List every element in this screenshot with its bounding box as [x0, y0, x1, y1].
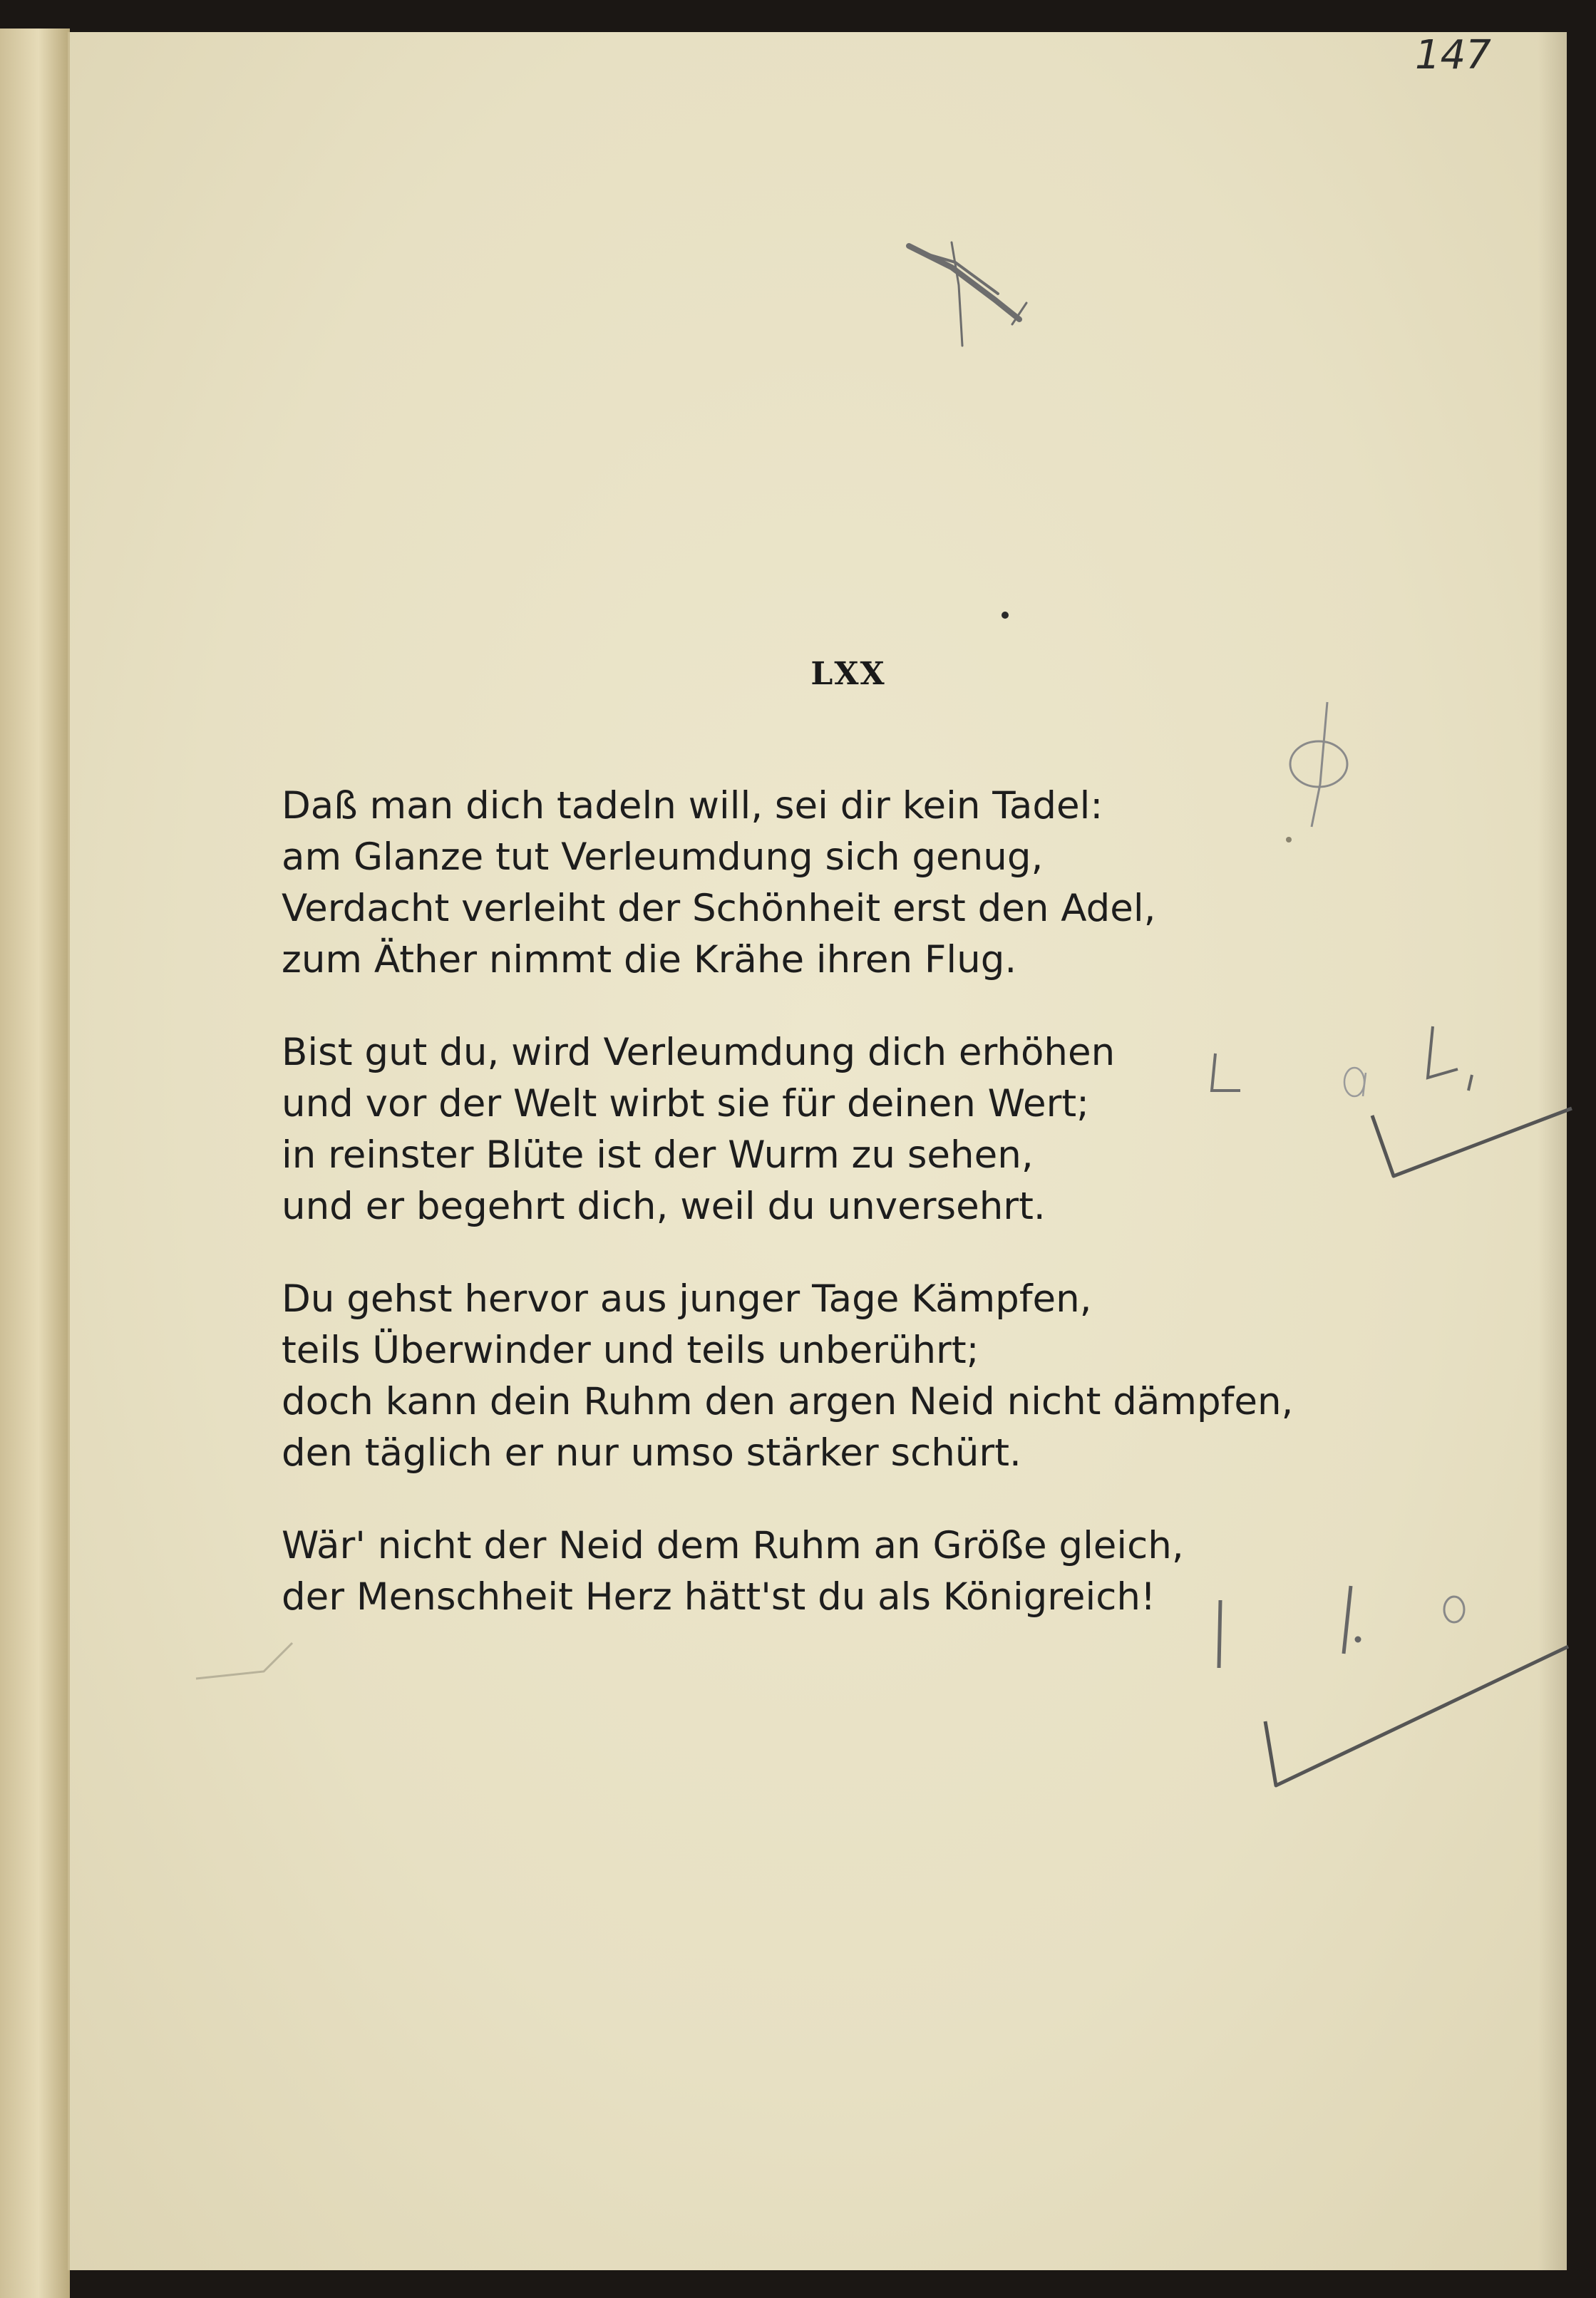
poem-line: und vor der Welt wirbt sie für deinen Wert; — [282, 1082, 1090, 1125]
pencil-smudge — [196, 1643, 292, 1679]
poem-line: der Menschheit Herz hätt'st du als Königreich! — [282, 1575, 1156, 1619]
poem-line: am Glanze tut Verleumdung sich genug, — [282, 835, 1044, 879]
page-number: 147 — [1415, 32, 1491, 78]
poem-title: LXX — [810, 656, 886, 692]
pencil-phi-symbol — [1290, 702, 1347, 827]
pencil-l-mark — [1212, 1053, 1240, 1091]
ink-dot — [1002, 612, 1009, 619]
pencil-check-mark — [1372, 1108, 1572, 1176]
poem-line: zum Äther nimmt die Krähe ihren Flug. — [282, 938, 1017, 981]
poem-line: den täglich er nur umso stärker schürt. — [282, 1431, 1021, 1475]
pencil-note-a-l — [1344, 1026, 1472, 1096]
poem-line: Verdacht verleiht der Schönheit erst den Adel, — [282, 887, 1156, 930]
pencil-check-mark — [1265, 1647, 1568, 1786]
pencil-dot — [1286, 837, 1292, 843]
pencil-cross-mark — [909, 242, 1026, 346]
poem-line: doch kann dein Ruhm den argen Neid nicht dämpfen, — [282, 1380, 1294, 1423]
poem-line: Wär' nicht der Neid dem Ruhm an Größe gleich, — [282, 1524, 1184, 1567]
poem-line: Bist gut du, wird Verleumdung dich erhöhen — [282, 1031, 1116, 1074]
pencil-note-1-0 — [1219, 1586, 1464, 1668]
poem-line: teils Überwinder und teils unberührt; — [282, 1329, 979, 1372]
poem-line: Daß man dich tadeln will, sei dir kein Tadel: — [282, 784, 1103, 828]
poem-line: und er begehrt dich, weil du unversehrt. — [282, 1185, 1046, 1228]
poem-line: in reinster Blüte ist der Wurm zu sehen, — [282, 1133, 1034, 1177]
poem-line: Du gehst hervor aus junger Tage Kämpfen, — [282, 1277, 1092, 1321]
